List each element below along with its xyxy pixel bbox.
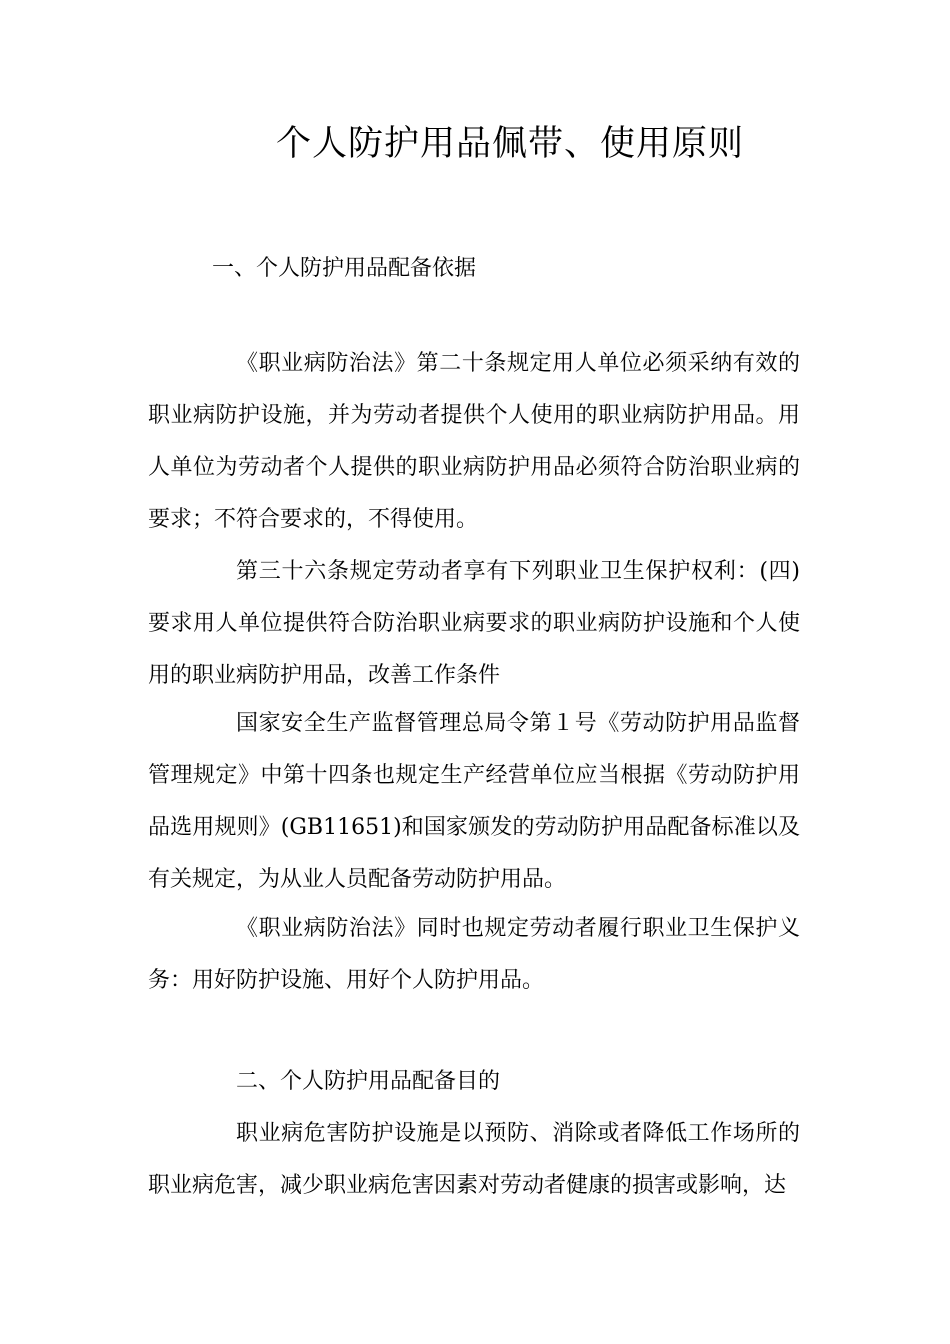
section-1-paragraph-4: 《职业病防治法》同时也规定劳动者履行职业卫生保护义务：用好防护设施、用好个人防护用品。	[148, 916, 800, 993]
section-2-heading: 二、个人防护用品配备目的	[236, 1069, 501, 1094]
section-1-paragraph-2: 第三十六条规定劳动者享有下列职业卫生保护权利：(四)要求用人单位提供符合防治职业病要求的职业病防护设施和个人使用的职业病防护用品，改善工作条件	[148, 559, 800, 688]
section-1-heading: 一、个人防护用品配备依据	[212, 256, 477, 281]
section-1-paragraph-3: 国家安全生产监督管理总局令第１号《劳动防护用品监督管理规定》中第十四条也规定生产经营单位应当根据《劳动防护用品选用规则》(GB11651)和国家颁发的劳动防护用品配备标准以及有关规定，为从业人员配备劳动防护用品。	[148, 711, 800, 892]
section-2-paragraph-1: 职业病危害防护设施是以预防、消除或者降低工作场所的职业病危害，减少职业病危害因素对劳动者健康的损害或影响，达	[148, 1121, 800, 1198]
section-1-paragraph-1: 《职业病防治法》第二十条规定用人单位必须采纳有效的职业病防护设施，并为劳动者提供个人使用的职业病防护用品。用人单位为劳动者个人提供的职业病防护用品必须符合防治职业病的要求；不符合要求的，不得使用。	[148, 351, 800, 532]
document-title: 个人防护用品佩带、使用原则	[275, 124, 744, 164]
